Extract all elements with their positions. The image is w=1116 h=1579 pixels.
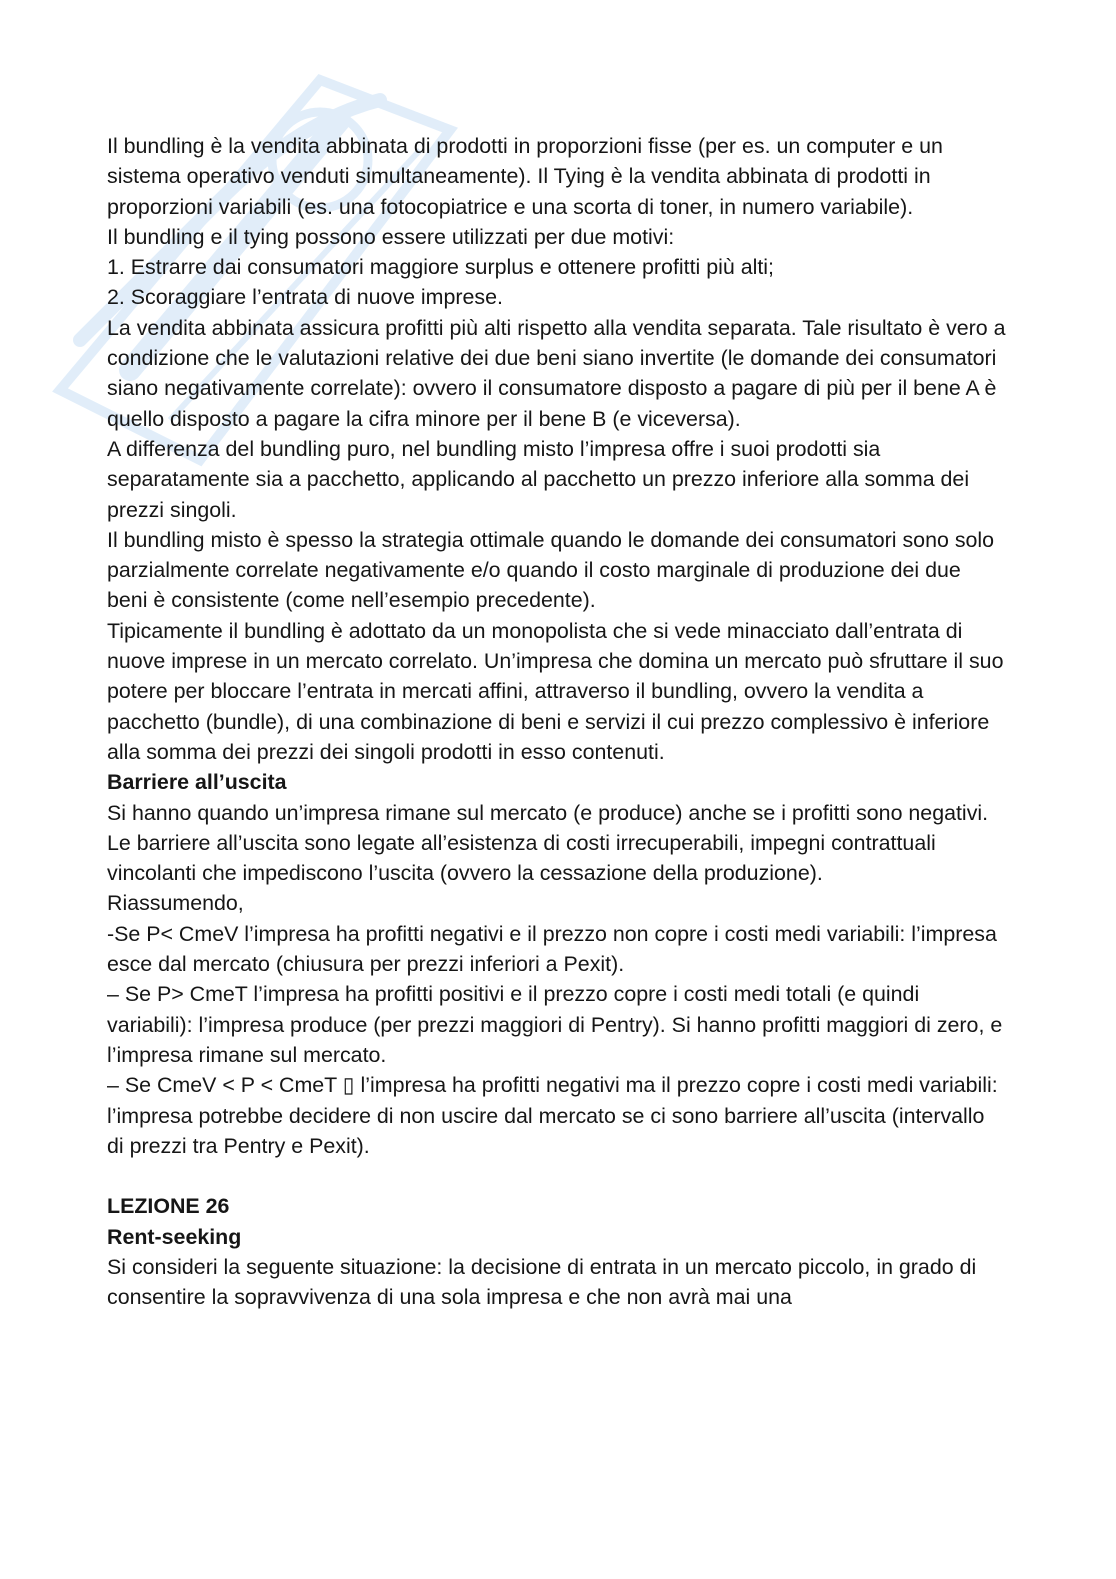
paragraph-mixed-bundling: A differenza del bundling puro, nel bundling misto l’impresa offre i suoi prodotti sia separatamente sia a pacchetto, applicando al pacchetto un prezzo inferiore alla somma dei prezzi singoli. [107,436,970,522]
paragraph-bundling-motives: Il bundling e il tying possono essere utilizzati per due motivi: [107,224,675,249]
document-body [107,131,1007,1313]
heading-lesson-26: LEZIONE 26 [107,1194,230,1219]
paragraph-exit-barriers-def: Si hanno quando un’impresa rimane sul mercato (e produce) anche se i profitti sono negativi. [107,800,989,825]
list-item-1: 1. Estrarre dai consumatori maggiore surplus e ottenere profitti più alti; [107,255,774,280]
paragraph-exit-barriers-causes: Le barriere all’uscita sono legate all’esistenza di costi irrecuperabili, impegni contrattuali vincolanti che impediscono l’uscita (ovvero la cessazione della produzione). [107,830,936,886]
list-item-2: 2. Scoraggiare l’entrata di nuove imprese. [107,285,503,310]
paragraph-rent-seeking-intro: Si consideri la seguente situazione: la decisione di entrata in un mercato piccolo, in grado di consentire la sopravvivenza di una sola impresa e che non avrà mai una [107,1254,977,1310]
blank-line [107,1161,1007,1191]
paragraph-case-3: – Se CmeV < P < CmeT ▯ l’impresa ha profitti negativi ma il prezzo copre i costi medi variabili: l’impresa potrebbe decidere di non uscire dal mercato se ci sono barriere all’uscita (intervallo di prezzi tra Pentry e Pexit). [107,1073,998,1158]
paragraph-bundling-definition: Il bundling è la vendita abbinata di prodotti in proporzioni fisse (per es. un computer e un sistema operativo venduti simultaneamente). Il Tying è la vendita abbinata di prodotti in proporzioni variabili (es. una fotocopiatrice e una scorta di toner, in numero variabile). [107,134,943,219]
heading-rent-seeking: Rent-seeking [107,1224,242,1249]
paragraph-mixed-bundling-optimal: Il bundling misto è spesso la strategia ottimale quando le domande dei consumatori sono solo parzialmente correlate negativamente e/o quando il costo marginale di produzione dei due beni è consistente (come nell’esempio precedente). [107,527,995,613]
paragraph-monopolist-bundling: Tipicamente il bundling è adottato da un monopolista che si vede minacciato dall’entrata di nuove imprese in un mercato correlato. Un’impresa che domina un mercato può sfruttare il suo potere per bloccare l’entrata in mercati affini, attraverso il bundling, ovvero la vendita a pacchetto (bundle), di una combinazione di beni e servizi il cui prezzo complessivo è inferiore alla somma dei prezzi dei singoli prodotti in esso contenuti. [107,618,1004,764]
heading-exit-barriers: Barriere all’uscita [107,770,287,795]
paragraph-case-2: – Se P> CmeT l’impresa ha profitti positivi e il prezzo copre i costi medi totali (e quindi variabili): l’impresa produce (per prezzi maggiori di Pentry). Si hanno profitti maggiori di zero, e l’impresa rimane sul mercato. [107,982,1003,1067]
paragraph-joint-sale-profits: La vendita abbinata assicura profitti più alti rispetto alla vendita separata. Tale risultato è vero a condizione che le valutazioni relative dei due beni siano invertite (le domande dei consumatori siano negativamente correlate): ovvero il consumatore disposto a pagare di più per il bene A è quello disposto a pagare la cifra minore per il bene B (e viceversa). [107,315,1006,431]
paragraph-case-1: -Se P< CmeV l’impresa ha profitti negativi e il prezzo non copre i costi medi variabili: l’impresa esce dal mercato (chiusura per prezzi inferiori a Pexit). [107,921,997,977]
paragraph-summary-intro: Riassumendo, [107,891,244,916]
